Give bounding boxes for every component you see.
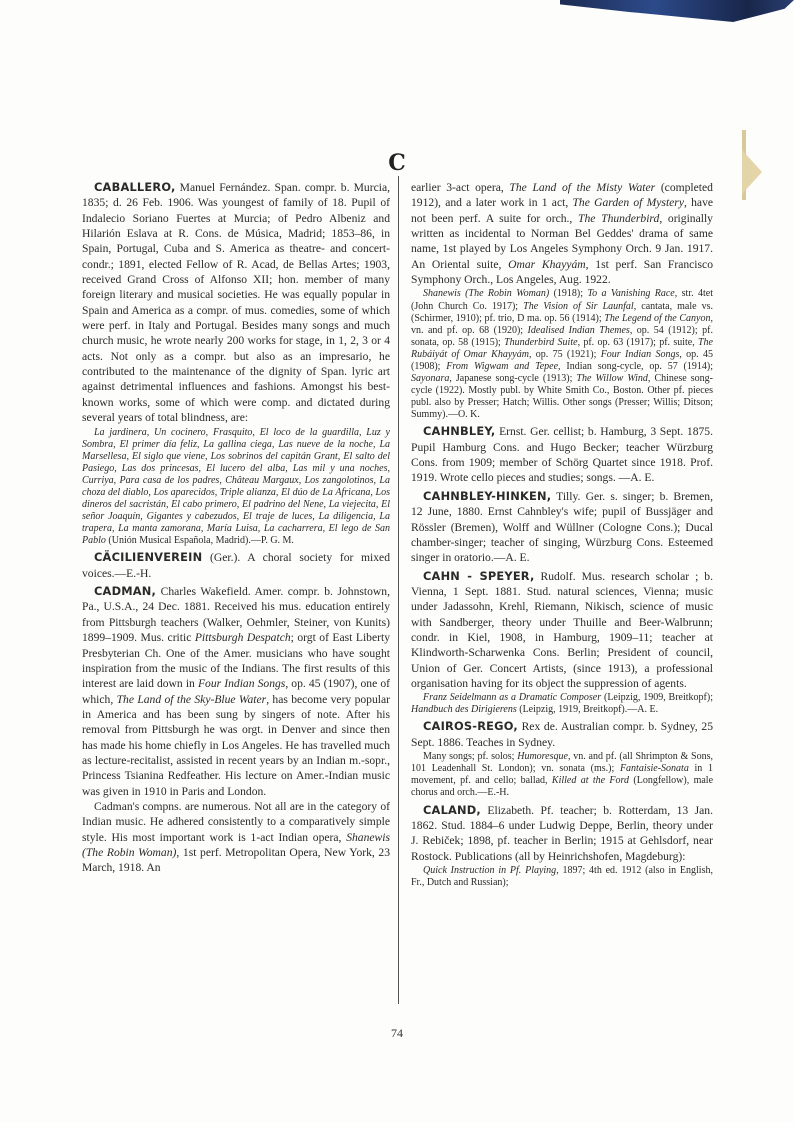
- headword: CALAND,: [423, 802, 481, 817]
- work-detail: , str. 4tet (John Church Co. 1917);: [411, 288, 713, 312]
- entry-text: Tilly. Ger. s. singer; b. Bremen, 12 June, 1880. Ernst Cahnbley's wife; pupil of Bussjäger and Rössler (Bremen), Wolff and Wüllner (Cologne Cons.); Ducal chamber-singer; teacher of singing, Würzburg Cons. Esteemed singer in oratorio.—A. E.: [411, 489, 713, 565]
- entry-text: , originally written as incidental to Norman Bel Geddes' drama of same name, 1st played by Los Angeles Symphony Orch. 9 Jan. 1917. An Oriental suite,: [411, 211, 713, 271]
- entry-text: Cadman's compns. are numerous. Not all are in the category of Indian music. He adhered consistently to a comparatively simple style. His most important work is 1-act Indian opera,: [82, 799, 390, 844]
- work-title: Idealised Indian Themes: [527, 324, 630, 336]
- entry-cahnbley: [411, 424, 713, 485]
- italic-title: Shanewis (The Robin Woman): [82, 830, 390, 859]
- page-number: 74: [391, 1026, 403, 1040]
- work-title: Handbuch des Dirigierens: [411, 704, 517, 716]
- work-title: Thunderbird Suite: [504, 336, 578, 348]
- entry-cadman: [82, 584, 390, 799]
- entry-text: Rudolf. Mus. research scholar ; b. Vienna, 1 Sept. 1881. Stud. natural sciences, Vienna; music under Jadassohn, Krehl, Riemann, Nikisch, science of music with Sandberger, theory under Thuille and Beer-Walbrunn; condr. in Kiel, 1908, in Hamburg, 1909–11; teacher at Klindworth-Scharwenka Cons. Berlin; President of council, Union of Ger. Concert Artists, (since 1913), a professional organisation having for its object the suppression of agents.: [411, 569, 713, 690]
- cahn-speyer-works: [411, 692, 713, 716]
- works-tail: (Unión Musical Española, Madrid).—P. G. M.: [105, 535, 294, 547]
- caland-works: [411, 865, 713, 889]
- work-detail: (1918);: [549, 288, 588, 300]
- headword: CAHN - SPEYER,: [423, 568, 535, 583]
- work-detail: , vn. and pf. (all Shrimpton & Sons, 101 Leadenhall St. London); vn. sonata (ms.);: [411, 751, 714, 775]
- work-detail: , 1897; 4th ed. 1912 (also in English, Fr., Dutch and Russian);: [411, 864, 713, 888]
- italic-title: Omar Khayyám: [508, 257, 586, 271]
- headword: CÄCILIENVEREIN: [94, 550, 203, 565]
- italic-title: The Land of the Sky-Blue Water: [116, 692, 267, 706]
- headword: CAHNBLEY-HINKEN,: [423, 488, 552, 503]
- work-title: The Vision of Sir Launfal: [523, 300, 634, 312]
- column-divider: [398, 176, 399, 1004]
- work-title: Quick Instruction in Pf. Playing: [423, 864, 557, 876]
- entry-text: ; orgt of East Liberty Presbyterian Ch. One of the Amer. musicians who have sought inspiration from the music of the Indians. The first results of this interest are laid down in: [82, 631, 390, 691]
- entry-caballero: [82, 180, 390, 426]
- entry-text: Ernst. Ger. cellist; b. Hamburg, 3 Sept. 1875. Pupil Hamburg Cons. and Hugo Becker; teacher Würzburg Cons. from 1909; member of Schörg Quartet since 1918. Prof. 1919. Wrote cello pieces and studies; songs. —A. E.: [411, 425, 713, 485]
- entry-text: Charles Wakefield. Amer. compr. b. Johnstown, Pa., U.S.A., 24 Dec. 1881. Received his mus. education entirely from Pittsburgh teachers (Walker, Oehmler, Steiner, von Kunits) 1899–1909. Mus. critic: [82, 585, 390, 645]
- entry-cahn-speyer: [411, 569, 713, 692]
- work-detail: , Indian song-cycle, op. 57 (1914);: [558, 360, 713, 372]
- work-title: Franz Seidelmann as a Dramatic Composer: [423, 692, 602, 704]
- italic-title: The Thunderbird: [578, 211, 660, 225]
- works-italic: La jardinera, Un cocinero, Frasquito, El loco de la guardilla, Luz y Sombra, El primer día feliz, La gallina ciega, Las nueve de la noche, La Marsellesa, El siglo que viene, Los sobrinos del capitán Grant, El salto del Pasiego, Las dos princesas, El lucero del alba, Las mil y una noches, Curriya, Para casa de los padres, Château Margaux, Los zangolotinos, La choza del diablo, Los aparecidos, Triple alianza, El dúo de La Africana, Los dineros del sacristán, El cabo primero, El padrino del Nene, La viejecita, El señor Joaquín, Gigantes y cabezudos, El traje de luces, La diligencia, La trapera, La manta zamorana, María Luisa, La cacharrera, El lego de San Pablo: [82, 426, 390, 547]
- cadman-works-list: [411, 288, 713, 421]
- italic-title: Four Indian Songs: [197, 677, 286, 691]
- entry-text: , op. 45 (1907), one of which,: [82, 677, 391, 706]
- entry-text: , has become very popular in America and has been sung by singers of note. After his removal from Pittsburgh he was orgt. in Denver and since then has made his home chiefly in Los Angeles. He has travelled much as lecture-recitalist, assisted in recent years by an Indian m.-sopr., Princess Tsianina Redfeather. His lecture on Amer.-Indian music was given in 1910 in Paris and London.: [82, 692, 390, 798]
- left-column: [82, 180, 390, 876]
- entry-cahnbley-hinken: [411, 489, 713, 566]
- work-title: Killed at the Ford: [551, 775, 630, 787]
- cadman-paragraph-2: [82, 799, 390, 876]
- entry-text: , have not been perf. A suite for orch.,: [411, 196, 714, 225]
- cairos-rego-works: [411, 751, 713, 799]
- work-title: The Willow Wind: [576, 373, 648, 385]
- work-title: Shanewis (The Robin Woman): [423, 288, 550, 300]
- work-title: The Rubáiyát of Omar Khayyám: [411, 336, 713, 360]
- work-detail: , pf. op. 63 (1917); pf. suite,: [577, 336, 698, 348]
- work-title: Humoresque: [517, 751, 568, 763]
- entry-text: (Ger.). A choral society for mixed voices.—E.-H.: [82, 551, 390, 580]
- headword: CAHNBLEY,: [423, 424, 496, 439]
- entry-text: , 1st perf. Metropolitan Opera, New York, 23 March, 1918. An: [82, 845, 391, 875]
- work-detail: , op. 45 (1908);: [411, 348, 713, 372]
- work-detail: Many songs; pf. solos;: [423, 751, 518, 763]
- work-title: From Wigwam and Tepee: [446, 360, 559, 372]
- headword: CADMAN,: [94, 584, 157, 599]
- entry-text: , 1st perf. San Francisco Symphony Orch., Los Angeles, Aug. 1922.: [411, 257, 713, 287]
- entry-cairos-rego: [411, 719, 713, 750]
- entry-text: Rex de. Australian compr. b. Sydney, 25 Sept. 1886. Teaches in Sydney.: [411, 720, 713, 749]
- work-detail: (Leipzig, 1909, Breitkopf);: [601, 692, 713, 704]
- work-title: Sayonara: [411, 373, 450, 385]
- work-detail: in 1 movement, pf. and cello; ballad,: [411, 763, 713, 787]
- work-detail: (Leipzig, 1919, Breitkopf).—A. E.: [516, 704, 659, 716]
- entry-text: Manuel Fernández. Span. compr. b. Murcia, 1835; d. 26 Feb. 1906. Was youngest of family of 18. Pupil of Indalecio Soriano Fuertes at Murcia; of Pedro Albeniz and Hilarión Eslava at R. Cons. de Música, Madrid; 1853–86, in Spain, Portugal, Cuba and S. America as theatre- and concert-condr.; 1891, elected Fellow of R. Acad, de Bellas Artes; 1903, received Grand Cross of Alfonso XII; hon. member of many foreign literary and musical societies. He was equally popular in Spain and America as a compr. of mus. comedies, some of which were perf. in Italy and Portugal. Besides many songs and much church music, he wrote nearly 200 works for stage, in 1, 2, 3 or 4 acts. Not only as a compr. but also as an impresario, he contributed to the maintenance of the dignity of Span. lyric art against detrimental influences and fashions. Amongst his best-known works, some of which were comp. and dictated during several years of total blindness, are:: [82, 181, 390, 425]
- work-title: Four Indian Songs: [600, 348, 680, 360]
- italic-title: Pittsburgh Despatch: [194, 631, 291, 645]
- headword: CAIROS-REGO,: [423, 719, 518, 734]
- page-tab-marker: [742, 150, 762, 194]
- work-title: To a Vanishing Race: [587, 288, 675, 300]
- work-title: The Legend of the Canyon: [604, 312, 711, 324]
- work-detail: , Chinese song-cycle (1922). Mostly publ. by White Smith Co., Boston. Other pf. pieces publ. also by Presser; Hatch; Willis. Other songs (Presser; Willis; Ditson; Summy).—O. K.: [411, 373, 713, 421]
- works-list: [82, 427, 390, 548]
- work-detail: , cantata, male vs. (Schirmer, 1910); pf. trio, D ma. op. 56 (1914);: [411, 300, 713, 324]
- entry-caland: [411, 803, 713, 864]
- entry-text: (completed 1912), and a later work in 1 act,: [411, 181, 713, 210]
- entry-text: earlier 3-act opera,: [411, 181, 510, 194]
- italic-title: The Garden of Mystery: [572, 196, 684, 210]
- entry-text: Elizabeth. Pf. teacher; b. Rotterdam, 13 Jan. 1862. Stud. 1884–6 under Ludwig Deppe, Berlin, theory under J. Rebiček; 1898, pf. teacher in Berlin; 1915 at Gehlsdorf, near Rostock. Publications (all by Heinrichshofen, Magdeburg):: [411, 803, 713, 863]
- work-detail: , op. 54 (1912); pf. sonata, op. 58 (1915);: [411, 324, 713, 348]
- work-detail: , Japanese song-cycle (1913);: [449, 373, 577, 385]
- work-title: Fantaisie-Sonata: [619, 763, 689, 775]
- work-detail: , vn. and pf. op. 68 (1920);: [411, 312, 713, 336]
- cadman-continuation: [411, 180, 713, 287]
- book-binding-edge: [560, 0, 794, 22]
- entry-cacilienverein: [82, 550, 390, 581]
- headword: CABALLERO,: [94, 180, 176, 194]
- section-letter-heading: C: [388, 150, 406, 176]
- right-column: [411, 180, 713, 889]
- work-detail: (Longfellow), male chorus and orch.—E.-H.: [411, 775, 714, 799]
- work-detail: , op. 75 (1921);: [528, 348, 601, 360]
- italic-title: The Land of the Misty Water: [509, 181, 656, 194]
